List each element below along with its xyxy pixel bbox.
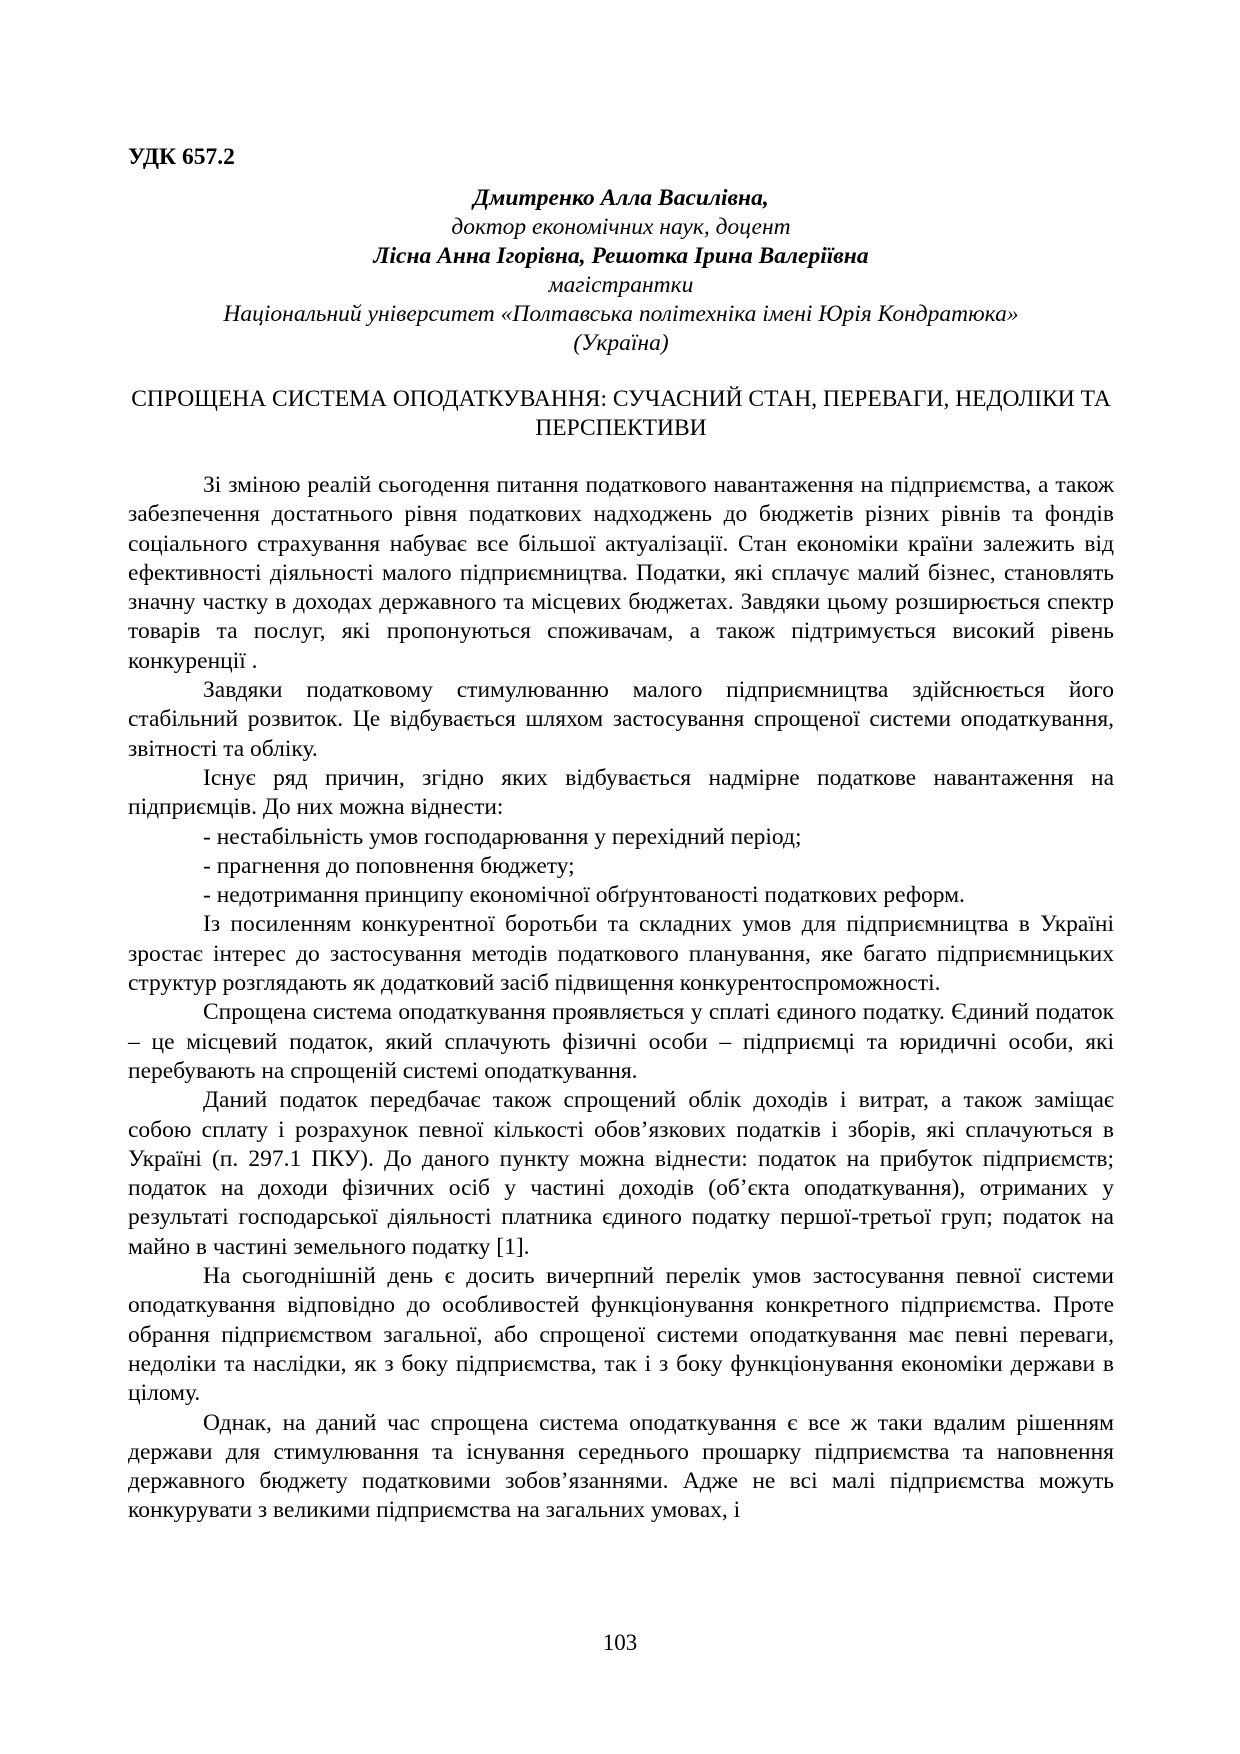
page-number: 103 <box>602 1630 638 1655</box>
affiliation: Національний університет «Полтавська політехніка імені Юрія Кондратюка» <box>223 301 1019 327</box>
udc-code: УДК 657.2 <box>128 144 235 170</box>
paragraph: Існує ряд причин, згідно яких відбувається надмірне податкове навантаження на підприємців. До них можна віднести: <box>128 764 1114 821</box>
paragraph: Із посиленням конкурентної боротьби та складних умов для підприємництва в Україні зростає інтерес до застосування методів податкового планування, яке багато підприємницьких структур розглядають як додатковий засіб підвищення конкурентоспроможності. <box>128 911 1114 997</box>
author-role: магістрантки <box>548 272 694 298</box>
paragraph: Завдяки податковому стимулюванню малого підприємництва здійснюється його стабільний розвиток. Це відбувається шляхом застосування спрощеної системи оподаткування, звітності та обліку. <box>128 677 1114 762</box>
country: (Україна) <box>573 330 669 356</box>
author-block <box>128 184 1114 358</box>
list-item: - недотримання принципу економічної обґрунтованості податкових реформ. <box>203 882 965 909</box>
paragraph: На сьогоднішній день є досить вичерпний перелік умов застосування певної системи оподаткування відповідно до особливостей функціонування конкретного підприємства. Проте обрання підприємством загальної, або спрощеної системи оподаткування має певні переваги, недоліки та наслідки, як з боку підприємства, так і з боку функціонування економіки держави в цілому. <box>128 1263 1114 1407</box>
paragraph: Зі зміною реалій сьогодення питання податкового навантаження на підприємства, а також забезпечення достатнього рівня податкових надходжень до бюджетів різних рівнів та фондів соціального страхування набуває все більшої актуалізації. Стан економіки країни залежить від ефективності діяльності малого підприємництва. Податки, які сплачує малий бізнес, становлять значну частку в доходах державного та місцевих бюджетах. Завдяки цьому розширюється спектр товарів та послуг, які пропонуються споживачам, а також підтримується високий рівень конкуренції . <box>128 472 1114 674</box>
list-item: - прагнення до поповнення бюджету; <box>203 852 575 879</box>
article-title: СПРОЩЕНА СИСТЕМА ОПОДАТКУВАННЯ: СУЧАСНИЙ СТАН, ПЕРЕВАГИ, НЕДОЛІКИ ТА ПЕРСПЕКТИВИ <box>131 386 1111 441</box>
page-content <box>128 143 1114 1526</box>
author-name-primary: Дмитренко Алла Василівна, <box>473 185 769 211</box>
article-body <box>128 471 1114 1526</box>
paragraph: Однак, на даний час спрощена система оподаткування є все ж таки вдалим рішенням держави для стимулювання та існування середнього прошарку підприємства та наповнення державного бюджету податковими зобов’язаннями. Адже не всі малі підприємства можуть конкурувати з великими підприємства на загальних умовах, і <box>128 1409 1114 1524</box>
author-names-secondary: Лісна Анна Ігорівна, Решотка Ірина Валеріївна <box>373 243 869 269</box>
paragraph: Спрощена система оподаткування проявляється у сплаті єдиного податку. Єдиний податок – це місцевий податок, який сплачують фізичні особи – підприємці та юридичні особи, які перебувають на спрощеній системі оподаткування. <box>128 999 1114 1084</box>
paragraph: Даний податок передбачає також спрощений облік доходів і витрат, а також заміщає собою сплату і розрахунок певної кількості обов’язкових податків і зборів, які сплачуються в Україні (п. 297.1 ПКУ). До даного пункту можна віднести: податок на прибуток підприємств; податок на доходи фізичних осіб у частині доходів (об’єкта оподаткування), отриманих у результаті господарської діяльності платника єдиного податку першої-третьої груп; податок на майно в частині земельного податку [1]. <box>128 1087 1114 1260</box>
list-item: - нестабільність умов господарювання у перехідний період; <box>203 823 802 850</box>
author-degree: доктор економічних наук, доцент <box>451 214 791 240</box>
